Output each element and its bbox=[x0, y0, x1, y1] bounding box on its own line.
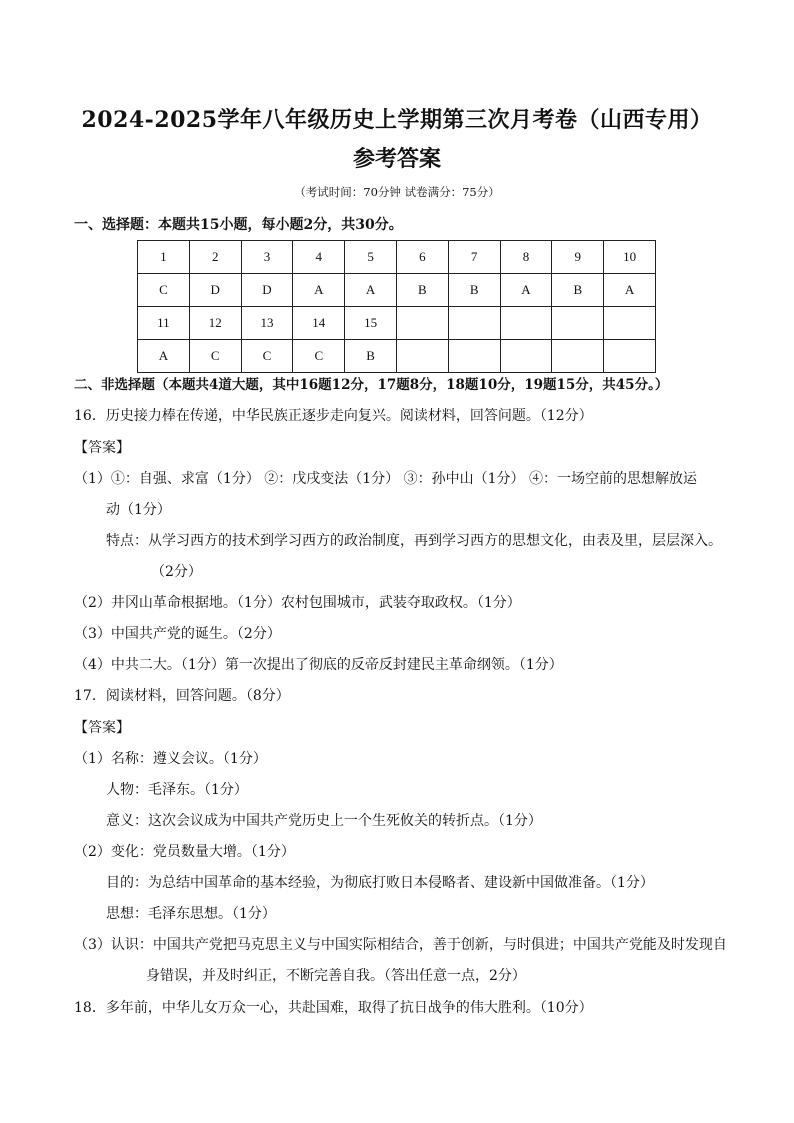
table-cell: D bbox=[241, 274, 293, 307]
table-cell bbox=[552, 340, 604, 373]
table-cell: C bbox=[241, 340, 293, 373]
choice-answer-table bbox=[137, 240, 656, 373]
q16-answer-2: （2）井冈山革命根据地。（1分）农村包围城市，武装夺取政权。（1分） bbox=[74, 595, 521, 611]
q16-answer-1-cont: 动（1分） bbox=[106, 502, 171, 518]
table-cell: A bbox=[345, 274, 397, 307]
table-cell: 1 bbox=[138, 241, 190, 274]
table-cell: B bbox=[552, 274, 604, 307]
section2-heading: 二、非选择题（本题共4道大题，其中16题12分，17题8分，18题10分，19题15分，共45分。） bbox=[74, 377, 669, 393]
section1-heading: 一、选择题：本题共15小题，每小题2分，共30分。 bbox=[74, 217, 403, 233]
table-row bbox=[138, 340, 656, 373]
q17-answer-1: （1）名称：遵义会议。（1分） bbox=[74, 751, 267, 767]
q17-answer-thought: 思想：毛泽东思想。（1分） bbox=[106, 906, 276, 922]
table-cell bbox=[396, 340, 448, 373]
q17-answer-3: （3）认识：中国共产党把马克思主义与中国实际相结合，善于创新，与时俱进；中国共产党能及时发现自 bbox=[74, 937, 727, 953]
table-cell: 15 bbox=[345, 307, 397, 340]
table-cell: C bbox=[293, 340, 345, 373]
table-cell: C bbox=[189, 340, 241, 373]
table-cell bbox=[448, 307, 500, 340]
q17-answer-purpose: 目的：为总结中国革命的基本经验，为彻底打败日本侵略者、建设新中国做准备。（1分） bbox=[106, 875, 654, 891]
table-cell: 13 bbox=[241, 307, 293, 340]
q16-answer-1: （1）①：自强、求富（1分） ②：戊戌变法（1分） ③：孙中山（1分） ④：一场空前的思想解放运 bbox=[74, 471, 697, 487]
q17-stem: 17．阅读材料，回答问题。（8分） bbox=[74, 688, 290, 704]
q17-answer-person: 人物：毛泽东。（1分） bbox=[106, 782, 248, 798]
table-cell: 14 bbox=[293, 307, 345, 340]
q17-answer-3-cont: 身错误，并及时纠正，不断完善自我。（答出任意一点，2分） bbox=[146, 968, 526, 984]
page-title: 2024-2025学年八年级历史上学期第三次月考卷（山西专用） bbox=[81, 107, 713, 133]
q17-answer-2: （2）变化：党员数量大增。（1分） bbox=[74, 844, 295, 860]
q16-stem: 16．历史接力棒在传递，中华民族正逐步走向复兴。阅读材料，回答问题。（12分） bbox=[74, 408, 593, 424]
table-row bbox=[138, 241, 656, 274]
q18-stem: 18．多年前，中华儿女万众一心，共赴国难，取得了抗日战争的伟大胜利。（10分） bbox=[74, 1000, 593, 1016]
table-cell bbox=[552, 307, 604, 340]
table-cell: B bbox=[448, 274, 500, 307]
table-cell: 7 bbox=[448, 241, 500, 274]
table-cell: A bbox=[500, 274, 552, 307]
table-cell: 12 bbox=[189, 307, 241, 340]
table-cell: C bbox=[138, 274, 190, 307]
table-cell: A bbox=[293, 274, 345, 307]
q16-answer-4: （4）中共二大。（1分）第一次提出了彻底的反帝反封建民主革命纲领。（1分） bbox=[74, 657, 563, 673]
table-cell: 6 bbox=[396, 241, 448, 274]
table-cell: 10 bbox=[604, 241, 656, 274]
table-cell: D bbox=[189, 274, 241, 307]
q16-answer-3: （3）中国共产党的诞生。（2分） bbox=[74, 626, 281, 642]
table-cell bbox=[500, 307, 552, 340]
table-cell bbox=[500, 340, 552, 373]
table-row bbox=[138, 307, 656, 340]
exam-meta: （考试时间：70分钟 试卷满分：75分） bbox=[294, 185, 500, 199]
table-cell: A bbox=[604, 274, 656, 307]
table-cell bbox=[604, 307, 656, 340]
table-cell bbox=[396, 307, 448, 340]
table-cell: 2 bbox=[189, 241, 241, 274]
table-cell: 5 bbox=[345, 241, 397, 274]
table-cell: 8 bbox=[500, 241, 552, 274]
q16-answer-label: 【答案】 bbox=[74, 440, 130, 456]
table-cell: 4 bbox=[293, 241, 345, 274]
q17-answer-significance: 意义：这次会议成为中国共产党历史上一个生死攸关的转折点。（1分） bbox=[106, 813, 542, 829]
table-cell: B bbox=[396, 274, 448, 307]
table-cell: 9 bbox=[552, 241, 604, 274]
q16-answer-trait: 特点：从学习西方的技术到学习西方的政治制度，再到学习西方的思想文化，由表及里，层层深入。 bbox=[106, 533, 722, 549]
table-row bbox=[138, 274, 656, 307]
q16-answer-trait-cont: （2分） bbox=[151, 564, 202, 580]
table-cell: A bbox=[138, 340, 190, 373]
table-cell: 11 bbox=[138, 307, 190, 340]
table-cell bbox=[448, 340, 500, 373]
q17-answer-label: 【答案】 bbox=[74, 720, 130, 736]
page-subtitle: 参考答案 bbox=[352, 146, 441, 172]
table-cell: 3 bbox=[241, 241, 293, 274]
table-cell bbox=[604, 340, 656, 373]
table-cell: B bbox=[345, 340, 397, 373]
